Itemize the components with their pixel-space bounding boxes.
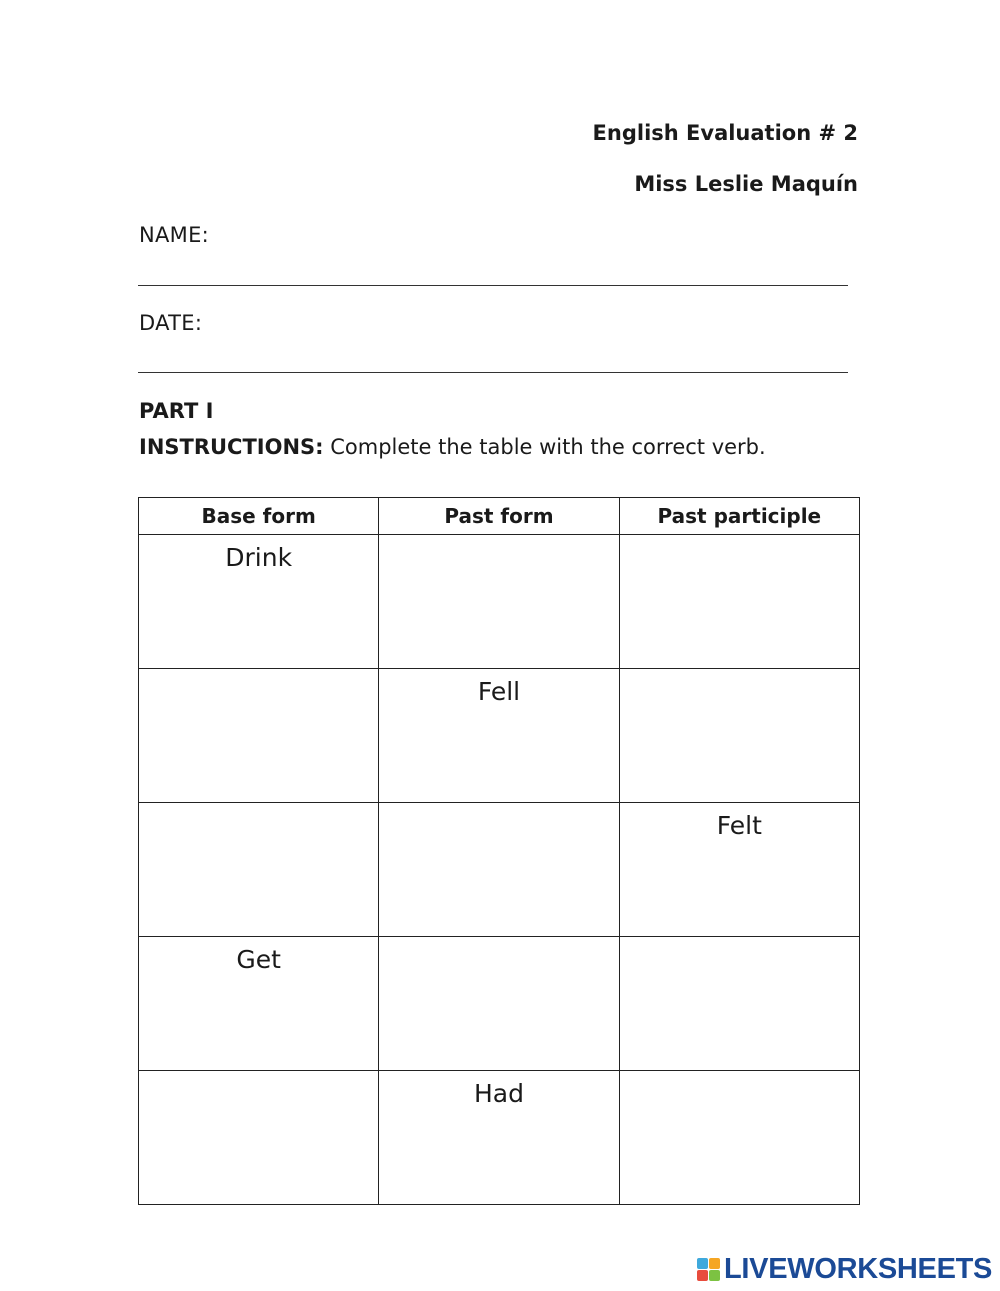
logo-square [697,1258,708,1269]
table-cell[interactable] [619,535,859,669]
date-blank-line[interactable] [138,372,848,373]
header-past-participle: Past participle [619,498,859,535]
instructions-text: Complete the table with the correct verb. [323,435,766,459]
logo-square [709,1258,720,1269]
brand-text: LIVEWORKSHEETS [724,1253,993,1285]
header-base-form: Base form [139,498,379,535]
part-title: PART I [139,399,214,423]
table-cell: Get [139,937,379,1071]
table-cell[interactable] [379,535,619,669]
table-row [139,1071,860,1205]
table-cell[interactable] [379,803,619,937]
logo-square [697,1270,708,1281]
instructions [139,435,766,459]
table-cell[interactable] [619,1071,859,1205]
document-title: English Evaluation # 2 [592,121,858,145]
liveworksheets-logo-icon [697,1258,720,1281]
name-blank-line[interactable] [138,285,848,286]
liveworksheets-brand [697,1253,992,1286]
table-cell[interactable] [139,803,379,937]
table-cell[interactable] [139,669,379,803]
table-cell: Felt [619,803,859,937]
table-cell[interactable] [619,937,859,1071]
table-row [139,535,860,669]
table-row [139,669,860,803]
table-cell[interactable] [379,937,619,1071]
table-row [139,803,860,937]
table-header-row [139,498,860,535]
table-cell: Drink [139,535,379,669]
logo-square [709,1270,720,1281]
verb-table [138,497,860,1205]
table-cell: Fell [379,669,619,803]
table-cell[interactable] [139,1071,379,1205]
header-past-form: Past form [379,498,619,535]
instructions-label: INSTRUCTIONS: [139,435,324,459]
table-cell[interactable] [619,669,859,803]
table-row [139,937,860,1071]
date-label: DATE: [139,311,203,335]
teacher-name: Miss Leslie Maquín [634,172,858,196]
name-label: NAME: [139,223,210,247]
table-cell: Had [379,1071,619,1205]
